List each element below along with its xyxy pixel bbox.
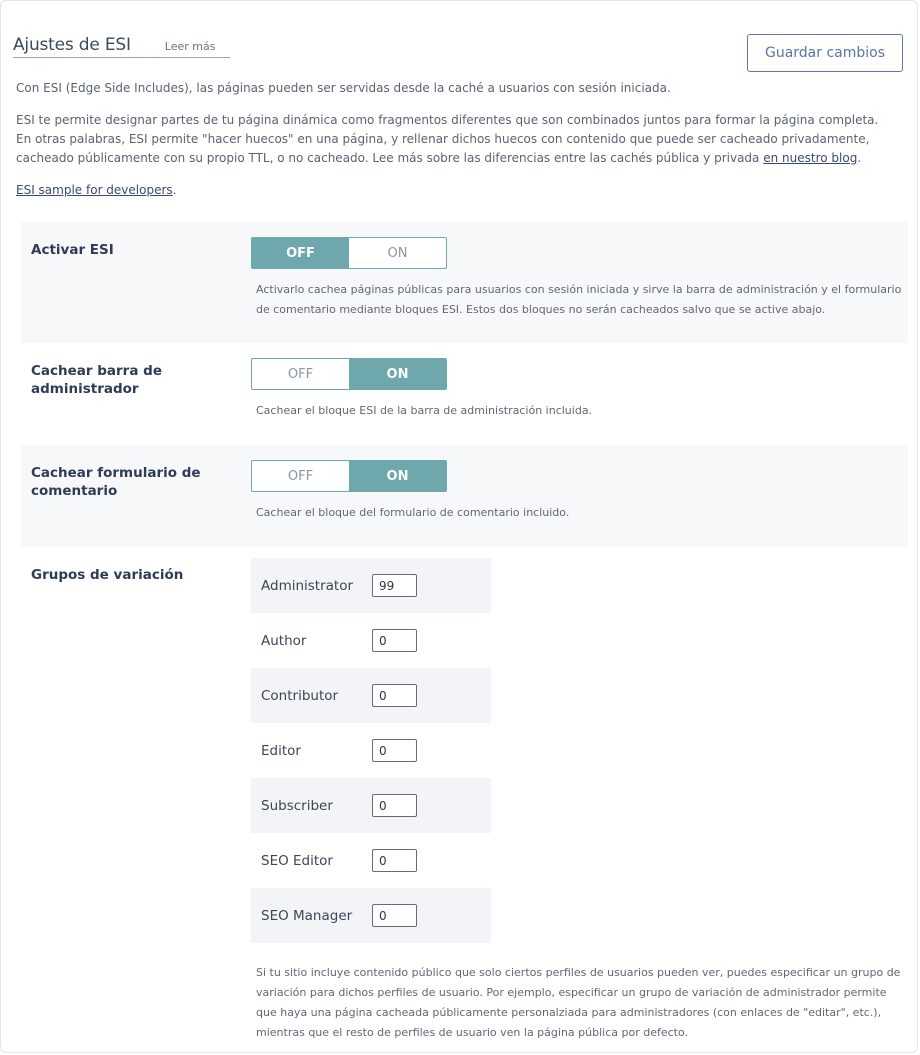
variation-groups-label: Grupos de variación <box>31 567 184 583</box>
learn-more-link[interactable]: Leer más <box>164 40 216 53</box>
intro-paragraph-3-end: . <box>172 183 177 197</box>
setting-row-cache-admin-bar <box>21 343 908 445</box>
cache-admin-bar-toggle[interactable] <box>251 358 447 390</box>
enable-esi-description: Activarlo cachea páginas públicas para usuarios con sesión iniciada y sirve la barra de administración y el formulario de comentario mediante bloques ESI. Estos dos bloques no serán cacheados salvo que se active abajo. <box>256 283 902 316</box>
variation-role-label: SEO Editor <box>261 852 333 869</box>
variation-role-label: Editor <box>261 742 301 759</box>
variation-value-input-seo-manager[interactable] <box>372 904 417 927</box>
esi-sample-link[interactable]: ESI sample for developers <box>16 183 173 197</box>
cache-comment-form-label: Cachear formulario de comentario <box>31 465 201 499</box>
variation-group-row <box>251 723 491 778</box>
page-title: Ajustes de ESI <box>13 35 131 55</box>
variation-role-label: SEO Manager <box>261 907 353 924</box>
setting-row-enable-esi <box>21 222 908 343</box>
setting-row-cache-comment-form <box>21 445 908 547</box>
enable-esi-toggle[interactable] <box>251 237 447 269</box>
cache-admin-bar-description: Cachear el bloque ESI de la barra de administración incluida. <box>256 404 593 417</box>
variation-value-input-author[interactable] <box>372 629 417 652</box>
cache-comment-form-on-option[interactable]: ON <box>349 461 446 491</box>
enable-esi-off-option[interactable]: OFF <box>252 238 349 268</box>
section-header <box>13 35 230 58</box>
cache-admin-bar-on-option[interactable]: ON <box>349 359 446 389</box>
cache-admin-bar-label: Cachear barra de administrador <box>31 363 162 397</box>
variation-group-row <box>251 778 491 833</box>
variation-value-input-contributor[interactable] <box>372 684 417 707</box>
cache-comment-form-off-option[interactable]: OFF <box>287 468 314 484</box>
variation-role-label: Administrator <box>261 577 354 594</box>
intro-paragraph-1: Con ESI (Edge Side Includes), las páginas pueden ser servidas desde la caché a usuarios con sesión iniciada. <box>16 81 671 95</box>
intro-paragraph-2-end: . <box>857 151 862 165</box>
variation-group-row <box>251 888 491 943</box>
variation-value-input-seo-editor[interactable] <box>372 849 417 872</box>
variation-value-input-administrator[interactable] <box>372 574 417 597</box>
cache-admin-bar-off-option[interactable]: OFF <box>287 366 314 382</box>
variation-group-row <box>251 558 491 613</box>
cache-comment-form-description: Cachear el bloque del formulario de comentario incluido. <box>256 506 570 519</box>
variation-role-label: Author <box>261 632 307 649</box>
blog-link[interactable]: en nuestro blog <box>763 151 858 165</box>
variation-value-input-subscriber[interactable] <box>372 794 417 817</box>
enable-esi-on-option[interactable]: ON <box>387 245 408 261</box>
variation-group-row <box>251 668 491 723</box>
cache-comment-form-toggle[interactable] <box>251 460 447 492</box>
variation-group-row <box>251 833 491 888</box>
variation-role-label: Subscriber <box>261 797 333 814</box>
intro-paragraph-2-text: ESI te permite designar partes de tu página dinámica como fragmentos diferentes que son combinados juntos para formar la página completa. En otras palabras, ESI permite "hacer huecos" en una página, y rellenar dichos huecos con contenido que puede ser cacheado privadamente, cacheado públicamente con su propio TTL, o no cacheado. Lee más sobre las diferencias entre las cachés pública y privada <box>16 113 879 165</box>
intro-paragraph-3 <box>16 181 896 200</box>
variation-groups-description: Si tu sitio incluye contenido público que solo ciertos perfiles de usuarios pueden ver, puedes especificar un grupo de variación para dichos perfiles de usuario. Por ejemplo, especificar un grupo de variación de administrador permite que haya una página cacheada públicamente personalziada para administradores (con enlaces de "editar", etc.), mientras que el resto de perfiles de usuario ven la página pública por defecto. <box>256 966 901 1039</box>
intro-paragraph-2 <box>16 111 896 168</box>
save-changes-button[interactable]: Guardar cambios <box>747 34 903 72</box>
enable-esi-label: Activar ESI <box>31 242 114 258</box>
variation-value-input-editor[interactable] <box>372 739 417 762</box>
variation-role-label: Contributor <box>261 687 339 704</box>
variation-group-row <box>251 613 491 668</box>
